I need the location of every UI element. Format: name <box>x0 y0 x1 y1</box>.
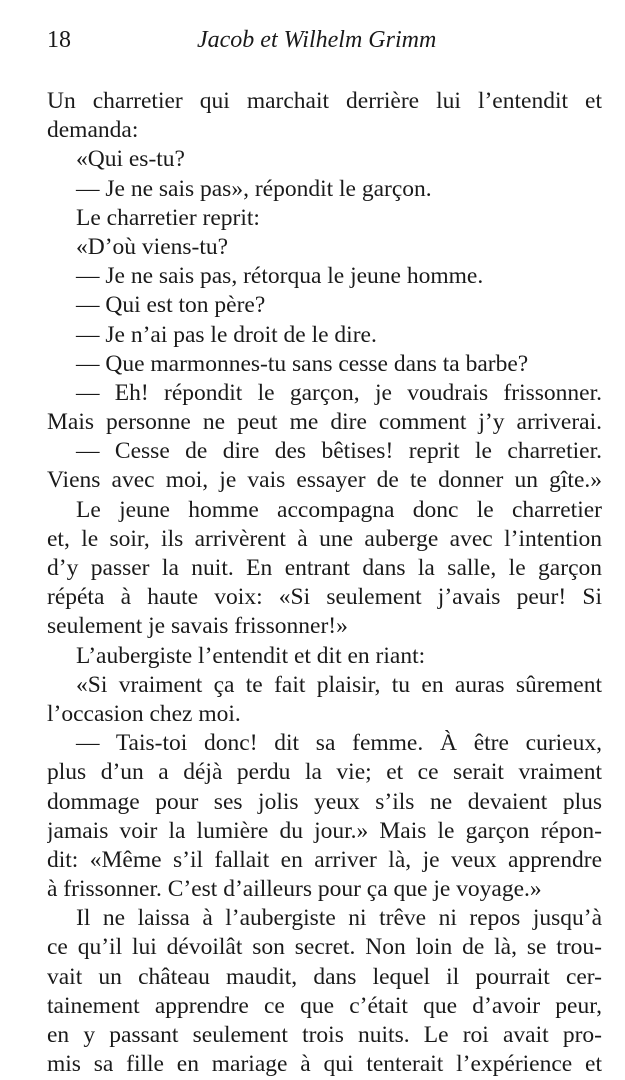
text-line: en y passant seulement trois nuits. Le roi avait pro- <box>47 1022 602 1048</box>
text-line: Il ne laissa à l’aubergiste ni trêve ni repos jusqu’à <box>76 905 602 932</box>
text-line: jamais voir la lumière du jour.» Mais le garçon répon- <box>47 817 602 844</box>
text-line: l’occasion chez moi. <box>47 700 241 727</box>
text-line: plus d’un a déjà perdu la vie; et ce serait vraiment <box>47 759 602 786</box>
text-line: «Si vraiment ça te fait plaisir, tu en auras sûrement <box>76 671 602 698</box>
text-line: — Que marmonnes-tu sans cesse dans ta barbe? <box>76 350 529 377</box>
text-line: et, le soir, ils arrivèrent à une auberge avec l’intention <box>47 525 602 552</box>
text-line: — Eh! répondit le garçon, je voudrais frissonner. <box>76 379 602 406</box>
text-line: dit: «Même s’il fallait en arriver là, je veux apprendre <box>47 846 602 873</box>
body-text <box>47 87 602 1079</box>
text-line: Mais personne ne peut me dire comment j’y arriverai. <box>47 409 602 436</box>
text-line: — Je ne sais pas», répondit le garçon. <box>76 175 432 202</box>
text-line: — Tais-toi donc! dit sa femme. À être curieux, <box>76 730 602 757</box>
text-line: à frissonner. C’est d’ailleurs pour ça que je voyage.» <box>47 876 542 903</box>
page-header <box>47 24 602 56</box>
text-line: «D’où viens-tu? <box>76 233 229 260</box>
text-line: demanda: <box>47 117 139 144</box>
running-head: Jacob et Wilhelm Grimm <box>197 27 437 53</box>
text-line: — Qui est ton père? <box>76 292 266 319</box>
text-line: vait un château maudit, dans lequel il pourrait cer- <box>47 963 602 990</box>
text-line: Le jeune homme accompagna donc le charretier <box>76 496 602 523</box>
text-line: répéta à haute voix: «Si seulement j’avais peur! Si <box>47 584 602 611</box>
text-line: ce qu’il lui dévoilât son secret. Non loin de là, se trou- <box>47 934 602 961</box>
text-line: Un charretier qui marchait derrière lui l’entendit et <box>47 88 602 114</box>
text-line: tainement apprendre ce que c’était que d’avoir peur, <box>47 992 602 1019</box>
text-line: — Je n’ai pas le droit de le dire. <box>76 321 377 348</box>
text-line: dommage pour ses jolis yeux s’ils ne devaient plus <box>47 788 602 815</box>
page-number: 18 <box>47 27 71 53</box>
text-line: seulement je savais frissonner!» <box>47 613 348 640</box>
text-line: L’aubergiste l’entendit et dit en riant: <box>76 642 426 669</box>
text-line: Le charretier reprit: <box>76 204 260 231</box>
text-line: d’y passer la nuit. En entrant dans la salle, le garçon <box>47 555 602 581</box>
text-line: «Qui es-tu? <box>76 146 185 173</box>
text-line: mis sa fille en mariage à qui tenterait l’expérience et <box>47 1051 602 1078</box>
text-line: — Je ne sais pas, rétorqua le jeune homme. <box>76 263 484 290</box>
text-line: Viens avec moi, je vais essayer de te donner un gîte.» <box>47 467 602 494</box>
text-line: — Cesse de dire des bêtises! reprit le charretier. <box>76 438 602 465</box>
